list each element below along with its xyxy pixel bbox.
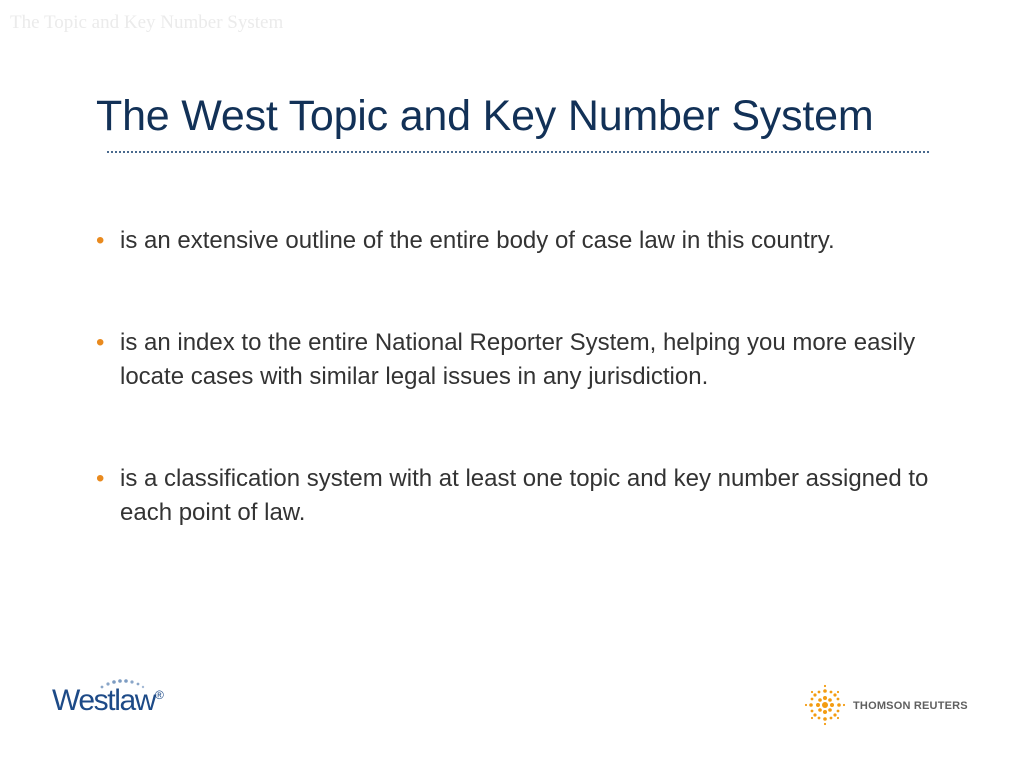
bullet-list	[96, 224, 936, 530]
bullet-item	[96, 326, 936, 394]
thomson-reuters-sunburst-icon	[804, 684, 846, 726]
bullet-marker: •	[96, 227, 105, 254]
bullet-marker: •	[96, 465, 105, 492]
slide-title: The West Topic and Key Number System	[96, 92, 874, 140]
bullet-text: is an extensive outline of the entire body of case law in this country.	[120, 227, 835, 254]
bullet-item	[96, 224, 936, 258]
ghost-header-title: The Topic and Key Number System	[10, 12, 284, 33]
thomson-reuters-wordmark: THOMSON REUTERS	[853, 700, 968, 712]
bullet-marker: •	[96, 329, 105, 356]
bullet-item	[96, 462, 936, 530]
title-divider	[107, 151, 929, 153]
bullet-text: is a classification system with at least one topic and key number assigned to each point of law.	[120, 465, 929, 526]
westlaw-wordmark: Westlaw®	[52, 684, 164, 717]
bullet-text: is an index to the entire National Reporter System, helping you more easily locate cases with similar legal issues in any jurisdiction.	[120, 329, 916, 390]
